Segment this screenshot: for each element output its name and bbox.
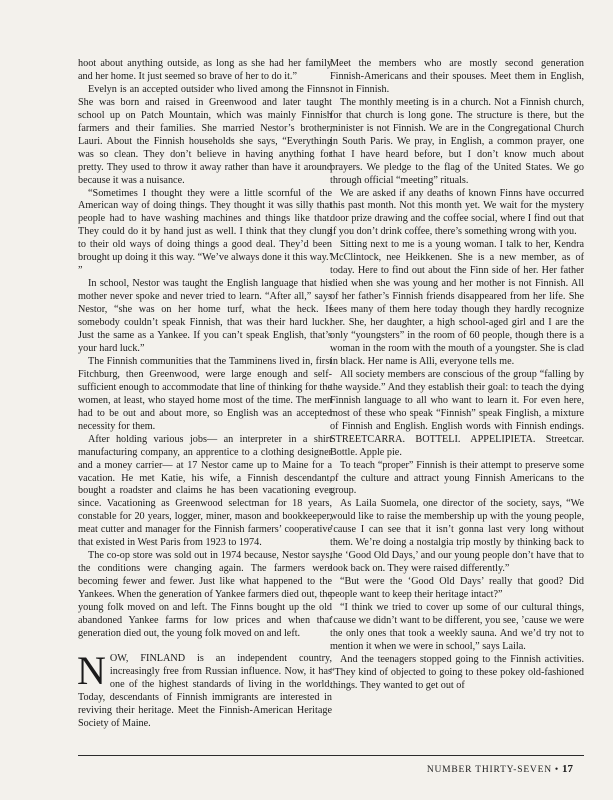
paragraph: We are asked if any deaths of known Finns have occurred this past month. Not this month yet. We wait for the mystery door prize drawing and the coffee social, where I find out that if you don’t drink coffee, there’s something wrong with you.	[330, 187, 584, 238]
paragraph: To teach “proper” Finnish is their attempt to preserve some of the culture and attract young Finnish Americans to the group.	[330, 459, 584, 497]
left-column	[78, 58, 332, 731]
page-number: 17	[562, 763, 573, 775]
paragraph: Meet the members who are mostly second generation Finnish-Americans and their spouses. Meet them in English, not in Finnish.	[330, 58, 584, 95]
right-column	[330, 58, 584, 693]
section-opening-text: OW, FINLAND is an independent country, increasingly free from Russian influence. Now, it has one of the highest standards of living in the world. Today, descendants of Finnish immigrants are interested in reviving their heritage. Meet the Finnish-American Heritage Society of Maine.	[78, 652, 332, 729]
paragraph: After holding various jobs— an interpreter in a shirt manufacturing company, an apprentice to a clothing designer and a money carrier— at 17 Nestor came up to Maine for a vacation. He met Katie, his wife, a Finnish descendant, bought a roadster and claims he has been vacationing ever since. Vacationing as Greenwood selectman for 18 years, constable for 20 years, logger, miner, mason and bookkeeper, meat cutter and manager for the Finnish farmers’ cooperative that existed in West Paris from 1923 to 1974.	[78, 433, 332, 549]
paragraph: “But were the ‘Good Old Days’ really that good? Did people want to keep their heritage intact?”	[330, 576, 584, 601]
paragraph: Sitting next to me is a young woman. I talk to her, Kendra McClintock, nee Heikkenen. She is a new member, as of today. Here to find out about the Finn side of her. Her father died when she was young and her mother is not Finnish. All of her father’s Finnish friends disappeared from her life. She sees many of them here today though they hardly recognize her. She, her daughter, a high school-aged girl and I are the only “youngsters” in the room of 60 people, though there is a woman in the room with the mouth of a youngster. She is clad in black. Her name is Alli, everyone tells me.	[330, 239, 584, 367]
paragraph: hoot about anything outside, as long as she had her family and her home. It just seemed so brave of her to do it.”	[78, 58, 332, 82]
footer-rule	[78, 755, 584, 756]
paragraph: “Sometimes I thought they were a little scornful of the American way of doing things. They thought it was silly that people had to have washing machines and things like that. They could do it by hand just as well. I think that they clung to their old ways of doing things a good deal. They’d been brought up doing it this way. “We’ve always done it this way.’ ”	[78, 187, 332, 277]
footer-bullet: •	[554, 765, 559, 775]
paragraph: The co-op store was sold out in 1974 because, Nestor says, the conditions were changing again. The farmers were becoming fewer and fewer. Just like what happened to the Yankees. When the generation of Yankee farmers died out, the young folk moved on and left. The Finns bought up the old abandoned Yankee farms for low prices and when that generation died out, the young folk moved on and left.	[78, 550, 332, 639]
paragraph: The monthly meeting is in a church. Not a Finnish church, for that church is long gone. The structure is there, but the minister is not Finnish. We are in the Congregational Church in South Paris. We pray, in English, a common prayer, one that I have heard before, but I don’t know much about prayers. We pledge to the flag of the United States. We go through official “meeting” rituals.	[330, 96, 584, 186]
section-opening-paragraph	[77, 647, 332, 731]
paragraph: And the teenagers stopped going to the Finnish activities. “They kind of objected to going to these pokey old-fashioned things. They wanted to get out of	[330, 653, 584, 691]
issue-label: NUMBER THIRTY-SEVEN	[426, 765, 552, 775]
paragraph: Evelyn is an accepted outsider who lived among the Finns. She was born and raised in Greenwood and later taught school up on Patch Mountain, which was mainly Finnish farmers and their families. She married Nestor’s brother, Lauri. About the Finnish households she says, “Everything was so clean. They don’t believe in having anything for pretty. They used to throw it away rather than have it around because it was a nuisance.	[78, 83, 332, 186]
page-footer	[427, 763, 573, 775]
paragraph: “I think we tried to cover up some of our cultural things, ’cause we didn’t want to be different, you see, ’cause we were the only ones that took a weekly sauna. And we’d try not to mention it when we were in school,” says Laila.	[330, 602, 584, 652]
drop-cap-letter: N	[77, 647, 106, 693]
paragraph: The Finnish communities that the Tamminens lived in, first Fitchburg, then Greenwood, were large enough and self-sufficient enough to accommodate that line of thinking for the women, at least, who stayed home most of the time. The men had to be out and about more, so English was an accepted necessity for them.	[78, 355, 332, 432]
paragraph: As Laila Suomela, one director of the society, says, “We would like to raise the membership up with the young people, ’cause I can see that it isn’t gonna last very long without them. We’re doing a nostalgia trip mostly by thinking back to the ‘Good Old Days,’ and our young people don’t have that to look back on. They were raised differently.”	[330, 498, 584, 575]
paragraph: In school, Nestor was taught the English language that his mother never spoke and never tried to learn. “After all,” says Nestor, “she was on her home turf, what the heck. If somebody couldn’t speak Finnish, that was their hard luck. Just the same as a Yankee. If you can’t speak English, that’s your hard luck.”	[78, 278, 332, 354]
paragraph: All society members are conscious of the group “falling by the wayside.” And they establish their goal: to teach the dying Finnish language to all who want to learn it. For even here, most of these who speak “Finnish” speak Finglish, a mixture of Finnish and English. English words with Finnish endings. STREETCARRA. BOTTELI. APPELIPIETA. Streetcar. Bottle. Apple pie.	[330, 368, 584, 458]
